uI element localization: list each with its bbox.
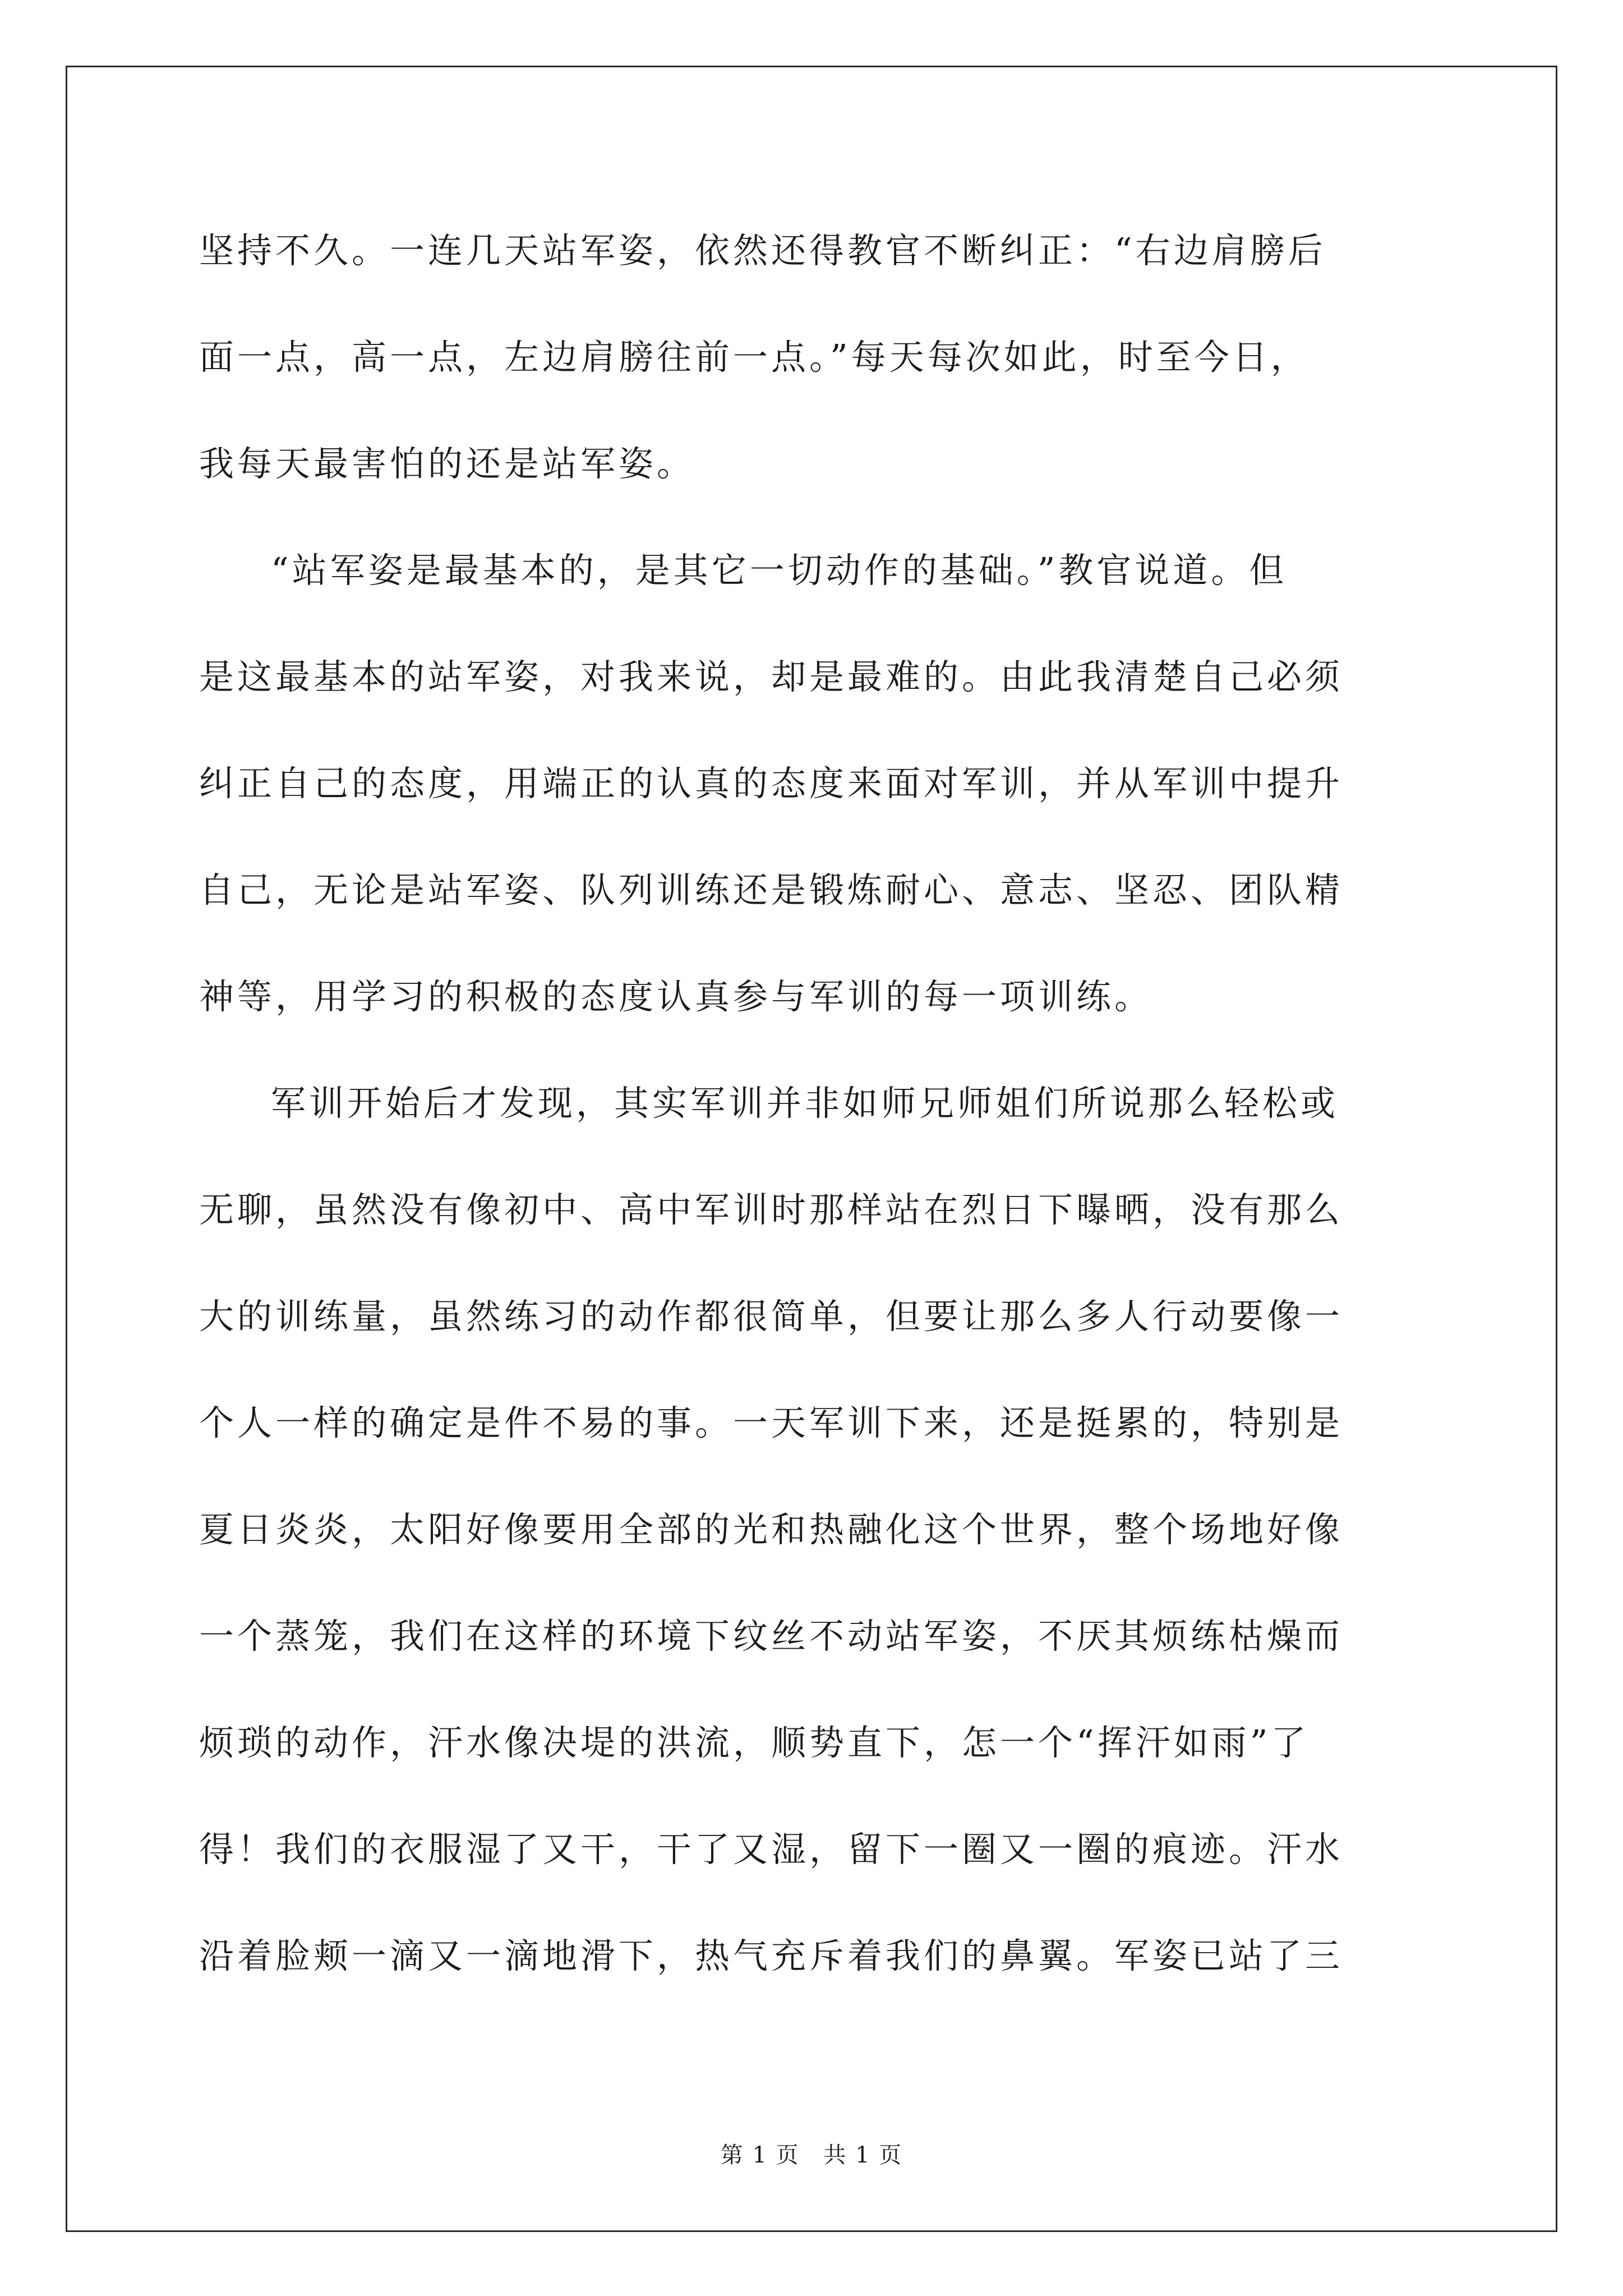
text-line: 我每天最害怕的还是站军姿。: [199, 443, 695, 484]
document-body: [199, 216, 1427, 2028]
total-pages-label: 共 1 页: [823, 2142, 903, 2168]
text-line: 纠正自己的态度，用端正的认真的态度来面对军训，并从军训中提升: [199, 763, 1344, 804]
text-line: 大的训练量，虽然练习的动作都很简单，但要让那么多人行动要像一: [199, 1296, 1344, 1337]
text-line: 个人一样的确定是件不易的事。一天军训下来，还是挺累的，特别是: [199, 1402, 1344, 1443]
text-line: 得！我们的衣服湿了又干，干了又湿，留下一圈又一圈的痕迹。汗水: [199, 1829, 1344, 1870]
text-line: 坚持不久。一连几天站军姿，依然还得教官不断纠正：“右边肩膀后: [199, 230, 1326, 271]
text-line: 烦琐的动作，汗水像决堤的洪流，顺势直下，怎一个“挥汗如雨”了: [199, 1722, 1310, 1763]
text-line: 夏日炎炎，太阳好像要用全部的光和热融化这个世界，整个场地好像: [199, 1509, 1344, 1550]
paragraph-start-line: “站军姿是最基本的，是其它一切动作的基础。”教官说道。但: [271, 550, 1288, 591]
text-line: 是这最基本的站军姿，对我来说，却是最难的。由此我清楚自己必须: [199, 656, 1344, 697]
page-footer: [0, 2137, 1623, 2169]
text-line: 神等，用学习的积极的态度认真参与军训的每一项训练。: [199, 976, 1153, 1017]
text-line: 一个蒸笼，我们在这样的环境下纹丝不动站军姿，不厌其烦练枯燥而: [199, 1616, 1344, 1657]
text-line: 面一点，高一点，左边肩膀往前一点。”每天每次如此，时至今日，: [199, 337, 1309, 378]
paragraph-start-line: 军训开始后才发现，其实军训并非如师兄师姐们所说那么轻松或: [271, 1083, 1339, 1124]
text-line: 沿着脸颊一滴又一滴地滑下，热气充斥着我们的鼻翼。军姿已站了三: [199, 1935, 1344, 1976]
text-line: 自己，无论是站军姿、队列训练还是锻炼耐心、意志、坚忍、团队精: [199, 869, 1344, 910]
text-line: 无聊，虽然没有像初中、高中军训时那样站在烈日下曝晒，没有那么: [199, 1189, 1344, 1230]
current-page-label: 第 1 页: [720, 2142, 800, 2168]
